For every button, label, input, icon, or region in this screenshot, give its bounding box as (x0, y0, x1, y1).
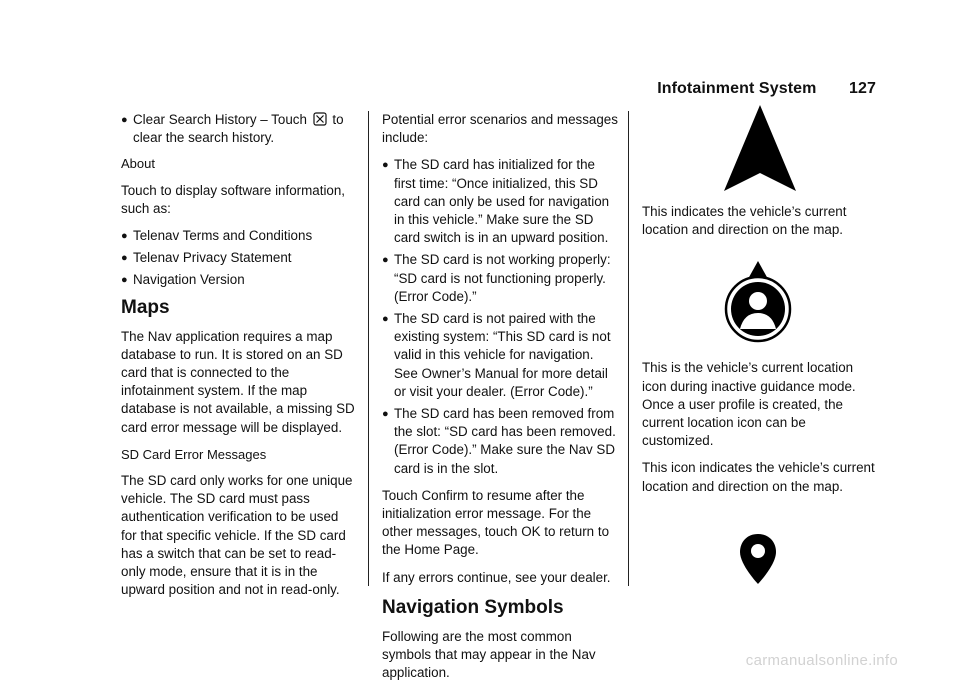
list-item: ● Navigation Version (121, 272, 245, 288)
confirm-text: Touch Confirm to resume after the initialization error message. For the other messages, touch OK to return to the Home Page. (382, 487, 610, 558)
profile-description-2: This icon indicates the vehicle’s current location and direction on the map. (642, 460, 875, 494)
navigation-arrow-icon (722, 103, 798, 193)
column-divider-2 (628, 111, 629, 586)
profile-description: This is the vehicle’s current location icon during inactive guidance mode. Once a user profile is created, the current location icon can be customized. (642, 360, 856, 449)
list-item: ● The SD card is not paired with the existing system: “This SD card is not valid in this vehicle for navigation. See Owner’s Manual for more detail or visit your dealer. (Error Code).” (382, 311, 611, 399)
bullet-clear-history: ● Clear Search History – Touch to clear the search history. (121, 111, 357, 147)
maps-heading: Maps (121, 296, 170, 318)
column-3 (642, 111, 878, 586)
errors-intro: Potential error scenarios and messages include: (382, 112, 618, 146)
list-item: ● Telenav Privacy Statement (121, 250, 292, 266)
bullet-dot: ● (121, 114, 128, 126)
page-header (657, 80, 876, 98)
nav-symbols-text: Following are the most common symbols that may appear in the Nav application. (382, 628, 596, 681)
nav-symbols-heading: Navigation Symbols (382, 596, 564, 618)
about-heading: About (121, 156, 155, 172)
list-item: ● Telenav Terms and Conditions (121, 228, 313, 244)
maps-text: The Nav application requires a map database to run. It is stored on an SD card that is connected to the infotainment system. If the map database is not available, a missing SD card error message will be displayed. (121, 328, 355, 435)
section-title: Infotainment System (657, 80, 817, 97)
map-pin-icon (738, 532, 778, 586)
column-divider-1 (368, 111, 369, 586)
sd-error-heading: SD Card Error Messages (121, 446, 267, 462)
column-1 (121, 111, 357, 608)
list-item: ● The SD card is not working properly: “SD card is not functioning properly. (Error Code).” (382, 252, 611, 304)
list-item: ● The SD card has been removed from the slot: “SD card has been removed. (Error Code).” Make sure the Nav SD card is in the slot. (382, 406, 616, 476)
user-location-icon (724, 259, 792, 345)
column-2 (382, 111, 618, 691)
watermark: carmanualsonline.info (745, 652, 898, 669)
sd-text: The SD card only works for one unique vehicle. The SD card must pass authentication verification to be used for that specific vehicle. If the SD card has a switch that can be set to read-only mode, ensure that it is in the upward position and not in read-only. (121, 473, 353, 598)
list-item: ● The SD card has initialized for the first time: “Once initialized, this SD card can only be used for navigation in this vehicle.” Make sure the SD card switch is in an upward position. (382, 157, 610, 246)
about-text: Touch to display software information, such as: (121, 182, 346, 216)
clear-x-icon (313, 112, 327, 126)
arrow-description: This indicates the vehicle’s current location and direction on the map. (642, 204, 847, 238)
page-number: 127 (849, 80, 876, 97)
dealer-text: If any errors continue, see your dealer. (382, 569, 611, 585)
